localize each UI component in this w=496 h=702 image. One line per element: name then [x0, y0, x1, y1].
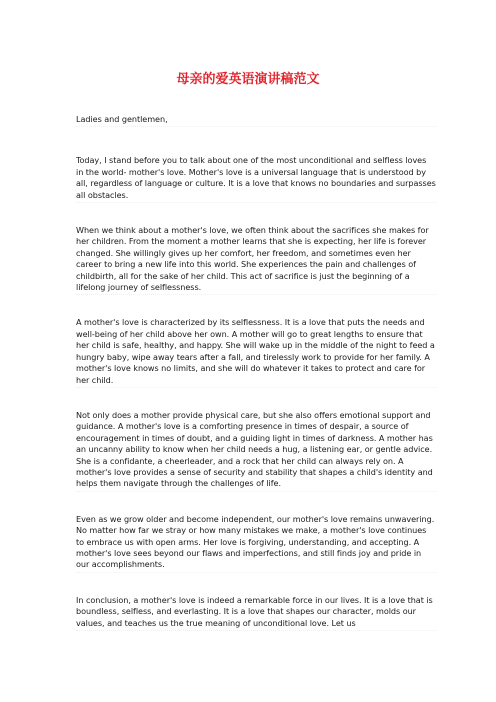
paragraph-1: Today, I stand before you to talk about one of the most unconditional and selfless loves in the world- mother's love. Mother's love is a universal language that is understood by all, regardless of language or culture. It is a love that knows no boundaries and surpasses all obstacles.	[76, 155, 436, 203]
document-title: 母亲的爱英语演讲稿范文	[176, 72, 320, 87]
paragraph-3: A mother's love is characterized by its selflessness. It is a love that puts the needs and well-being of her child above her own. A mother will go to great lengths to ensure that her child is safe, healthy, and happy. She will wake up in the middle of the night to feed a hungry baby, wipe away tears after a fall, and tirelessly work to provide for her family. A mother's love knows no limits, and she will do whatever it takes to protect and care for her child.	[76, 317, 436, 387]
document-body	[76, 114, 436, 631]
paragraph-5: Even as we grow older and become independent, our mother's love remains unwavering. No matter how far we stray or how many mistakes we make, a mother's love continues to embrace us with open arms. Her love is forgiving, understanding, and accepting. A mother's love sees beyond our flaws and imperfections, and still finds joy and pride in our accomplishments.	[76, 514, 436, 573]
paragraph-6: In conclusion, a mother's love is indeed a remarkable force in our lives. It is a love that is boundless, selfless, and everlasting. It is a love that shapes our character, molds our values, and teaches us the true meaning of unconditional love. Let us	[76, 595, 436, 631]
paragraph-4: Not only does a mother provide physical care, but she also offers emotional support and guidance. A mother's love is a comforting presence in times of despair, a source of encouragement in times of doubt, and a guiding light in times of darkness. A mother has an uncanny ability to know when her child needs a hug, a listening ear, or gentle advice. She is a confidante, a cheerleader, and a rock that her child can always rely on. A mother's love provides a sense of security and stability that shapes a child's identity and helps them navigate through the challenges of life.	[76, 410, 436, 492]
paragraph-2: When we think about a mother's love, we often think about the sacrifices she makes for her children. From the moment a mother learns that she is expecting, her life is forever changed. She willingly gives up her comfort, her freedom, and sometimes even her career to bring a new life into this world. She experiences the pain and challenges of childbirth, all for the sake of her child. This act of sacrifice is just the beginning of a lifelong journey of selflessness.	[76, 225, 436, 295]
greeting: Ladies and gentlemen,	[76, 114, 436, 127]
